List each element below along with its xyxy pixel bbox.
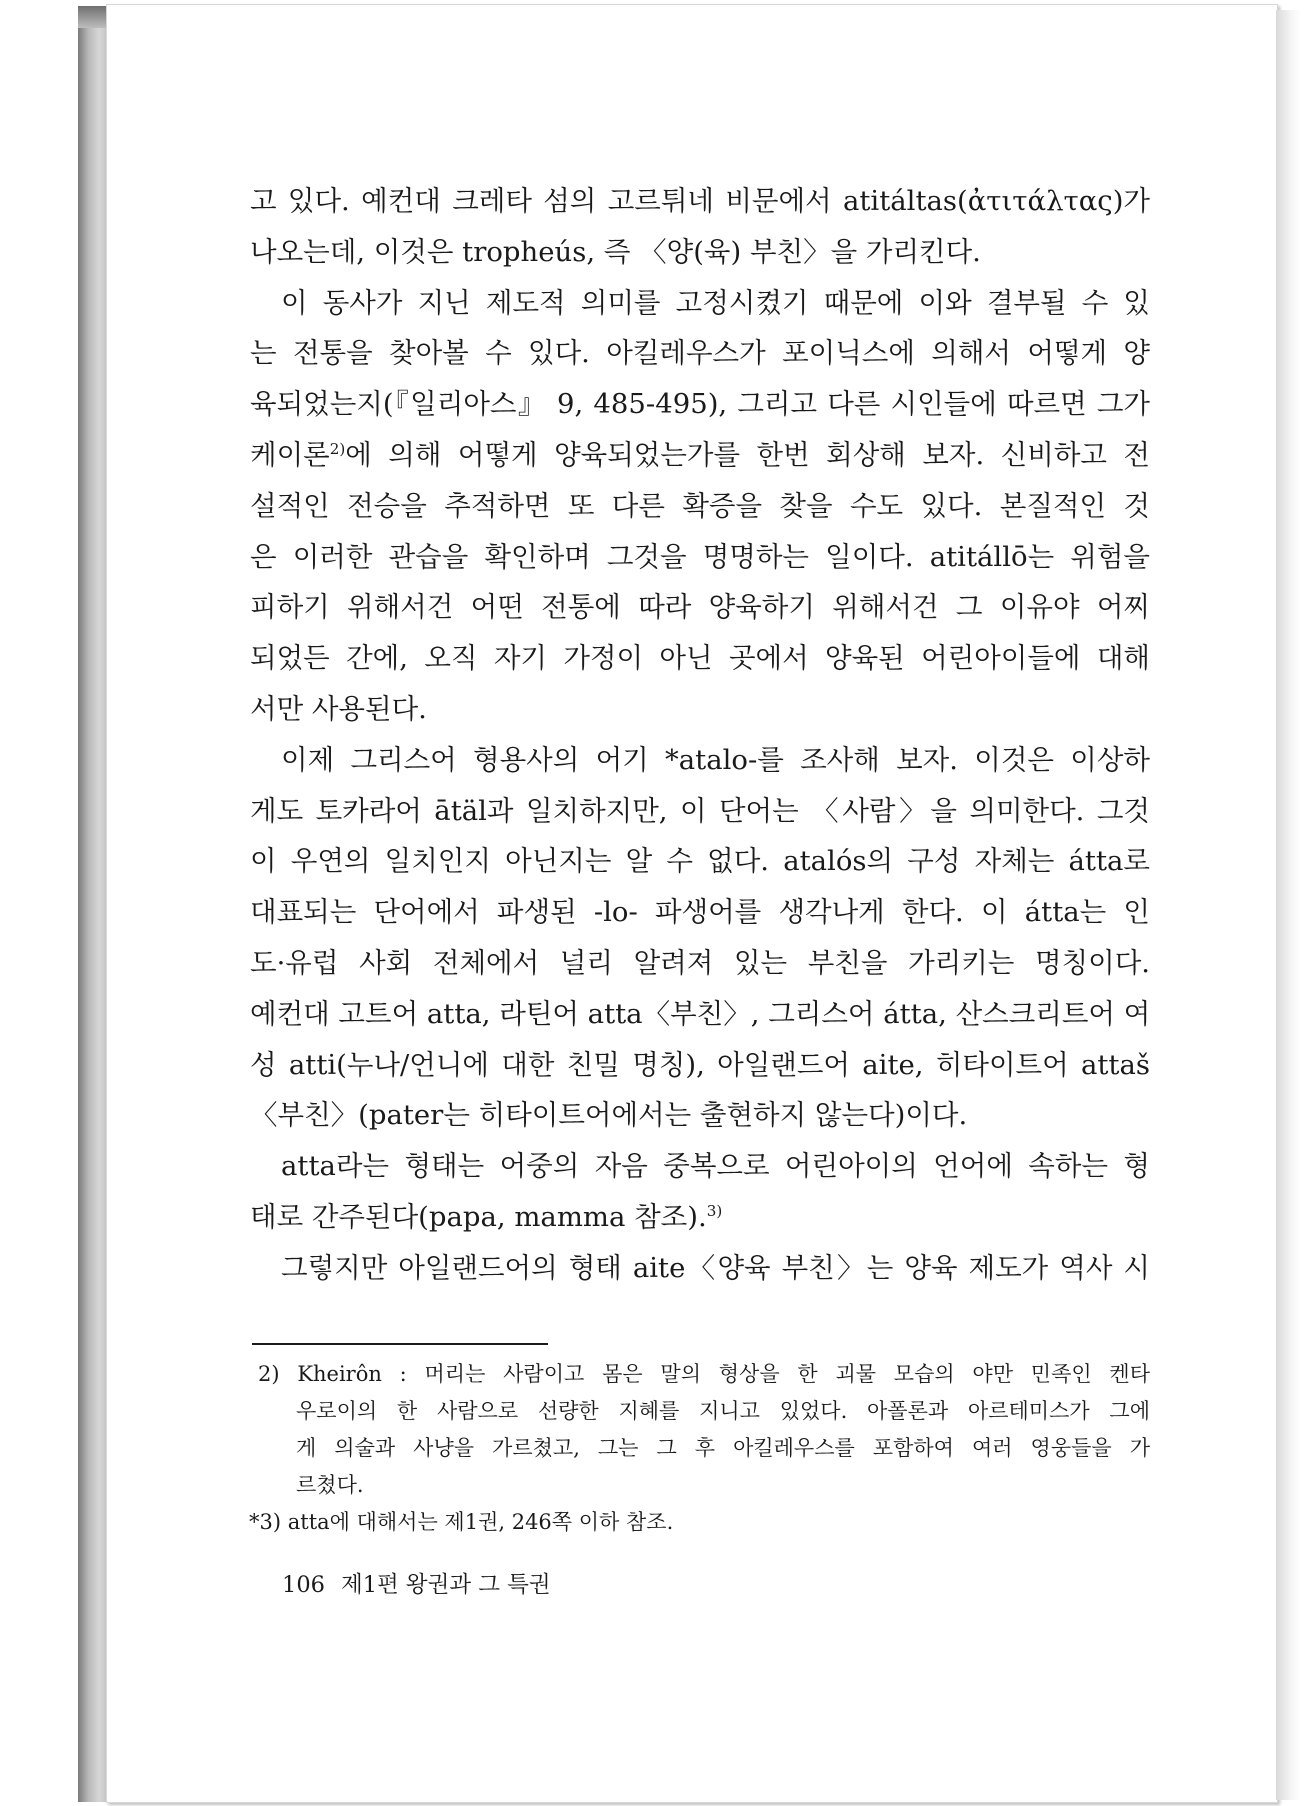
footnote-2-line: 게 의술과 사냥을 가르쳤고, 그는 그 후 아킬레우스를 포함하여 여러 영웅들을 가: [296, 1436, 1150, 1460]
body-line: 도·유럽 사회 전체에서 널리 알려져 있는 부친을 가리키는 명칭이다.: [250, 946, 1150, 979]
footnote-2-line: 2) Kheirôn : 머리는 사람이고 몸은 말의 형상을 한 괴물 모습의 야만 민족인 켄타: [258, 1362, 1150, 1386]
body-line: 서만 사용된다.: [250, 692, 427, 725]
footnote-separator: [252, 1343, 548, 1345]
footnotes: [249, 1356, 1150, 1541]
footnote-2-line: 우로이의 한 사람으로 선량한 지혜를 지니고 있었다. 아폴론과 아르테미스가 그에: [296, 1399, 1150, 1423]
body-line: 게도 토카라어 ātäl과 일치하지만, 이 단어는 〈사람〉을 의미한다. 그것: [250, 794, 1150, 827]
body-line: 는 전통을 찾아볼 수 있다. 아킬레우스가 포이닉스에 의해서 어떻게 양: [250, 337, 1150, 370]
body-line: 육되었는지(『일리아스』 9, 485-495), 그리고 다른 시인들에 따르면 그가: [250, 388, 1150, 421]
page-footer: [282, 1567, 551, 1599]
body-line: 되었든 간에, 오직 자기 가정이 아닌 곳에서 양육된 어린아이들에 대해: [250, 642, 1150, 675]
book-spine-edge: [78, 6, 108, 1802]
body-line-with-note: [250, 430, 1150, 481]
body-line: 성 atti(누나/언니에 대한 친밀 명칭), 아일랜드어 aite, 히타이트어 attaš: [250, 1048, 1150, 1081]
body-line: 이 동사가 지닌 제도적 의미를 고정시켰기 때문에 이와 결부될 수 있: [281, 286, 1150, 319]
body-line-text: 태로 간주된다(papa, mamma 참조).: [250, 1200, 707, 1233]
body-line-start: 케이론: [250, 438, 330, 471]
body-line: 이 우연의 일치인지 아닌지는 알 수 없다. atalós의 구성 자체는 átta로: [250, 845, 1150, 878]
footnote-ref-3: 3): [706, 1201, 723, 1220]
body-line: 은 이러한 관습을 확인하며 그것을 명명하는 일이다. atitállō는 위험을: [250, 540, 1150, 573]
body-line: 설적인 전승을 추적하면 또 다른 확증을 찾을 수도 있다. 본질적인 것: [250, 489, 1150, 522]
book-spine-top: [78, 6, 108, 28]
body-line: 예컨대 고트어 atta, 라틴어 atta〈부친〉, 그리스어 átta, 산스크리트어 여: [250, 997, 1151, 1030]
body-line: 나오는데, 이것은 tropheús, 즉 〈양(육) 부친〉을 가리킨다.: [250, 235, 981, 268]
body-line-with-note: [250, 1192, 1150, 1243]
body-line: atta라는 형태는 어중의 자음 중복으로 어린아이의 언어에 속하는 형: [281, 1150, 1150, 1183]
body-line: 고 있다. 예컨대 크레타 섬의 고르튀네 비문에서 atitáltas(ἀτιτάλτας)가: [250, 185, 1150, 217]
body-line: 〈부친〉(pater는 히타이트어에서는 출현하지 않는다)이다.: [250, 1099, 968, 1132]
footnote-3: *3) atta에 대해서는 제1권, 246쪽 이하 참조.: [249, 1510, 674, 1534]
footnote-ref-2: 2): [329, 439, 346, 458]
body-line: 이제 그리스어 형용사의 어기 *atalo-를 조사해 보자. 이것은 이상하: [281, 743, 1150, 776]
body-text: [250, 176, 1150, 1294]
running-title: 제1편 왕권과 그 특권: [340, 1572, 551, 1598]
body-line: 그렇지만 아일랜드어의 형태 aite〈양육 부친〉는 양육 제도가 역사 시: [281, 1251, 1150, 1284]
page-right-shadow: [1276, 10, 1300, 1800]
page-number: 106: [282, 1572, 325, 1598]
body-line: 대표되는 단어에서 파생된 -lo- 파생어를 생각나게 한다. 이 átta는 인: [250, 896, 1150, 929]
footnote-2-line: 르쳤다.: [296, 1473, 364, 1497]
body-line: 피하기 위해서건 어떤 전통에 따라 양육하기 위해서건 그 이유야 어찌: [250, 591, 1150, 624]
body-line-rest: 에 의해 어떻게 양육되었는가를 한번 회상해 보자. 신비하고 전: [345, 438, 1150, 471]
